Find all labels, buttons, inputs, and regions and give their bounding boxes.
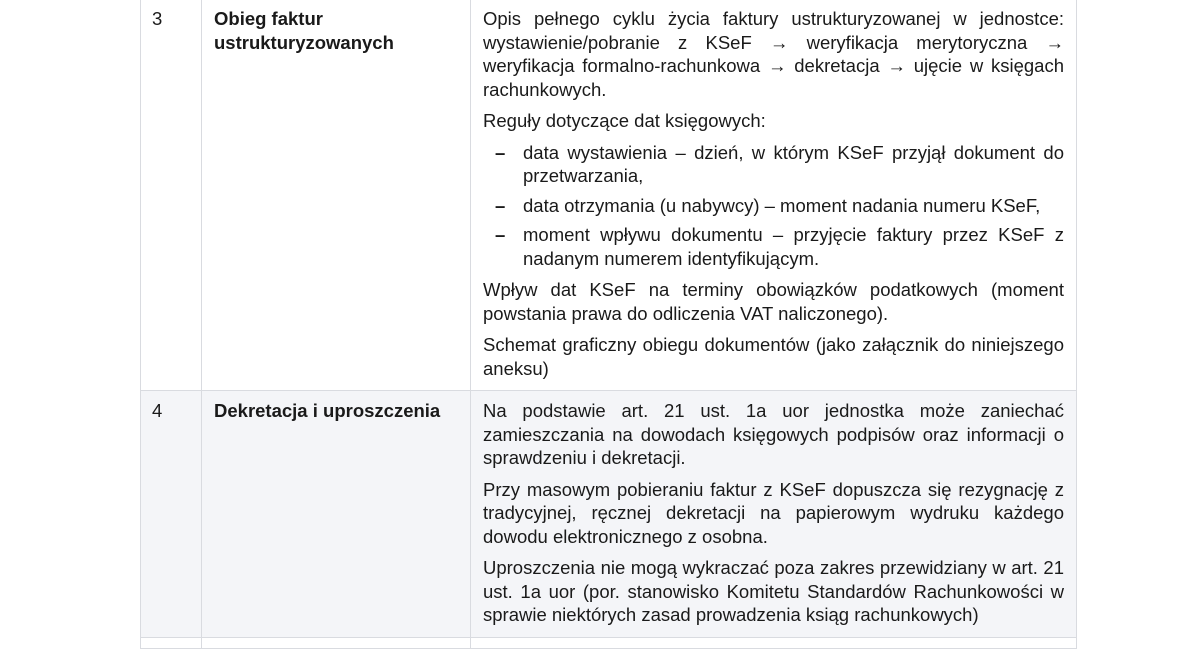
table-row (141, 391, 1077, 638)
row-title-cell (202, 637, 471, 648)
row-title-cell (202, 391, 471, 638)
list-item-text: data otrzymania (u nabywcy) – moment nadania numeru KSeF, (523, 194, 1041, 216)
row-number-cell (141, 0, 202, 391)
dash-bullet-icon: – (495, 194, 506, 216)
list-item (483, 141, 1064, 188)
tax-impact-paragraph: Wpływ dat KSeF na terminy obowiązków podatkowych (moment powstania prawa do odliczenia VAT naliczonego). (483, 279, 1064, 324)
row-title: Obieg faktur ustrukturyzowanych (214, 8, 394, 53)
table-row (141, 0, 1077, 391)
annex-table (140, 0, 1077, 649)
date-rules-list (483, 141, 1064, 271)
row-number: 3 (152, 8, 163, 29)
row-title: Dekretacja i uproszczenia (214, 400, 441, 421)
lifecycle-paragraph: Opis pełnego cyklu życia faktury ustrukturyzowanej w jednostce: wystawienie/pobranie z KSeF → weryfikacja merytoryczna → weryfikacja formalno-rachunkowa → dekretacja → ujęcie w księgach rachunkowych. (483, 8, 1064, 100)
row-number: 4 (152, 400, 163, 421)
table-row (141, 637, 1077, 648)
row-description (471, 0, 1076, 390)
paragraph: Na podstawie art. 21 ust. 1a uor jednostka może zaniechać zamieszczania na dowodach księgowych podpisów oraz informacji o sprawdzeniu i dekretacji. (483, 400, 1064, 468)
schema-paragraph: Schemat graficzny obiegu dokumentów (jako załącznik do niniejszego aneksu) (483, 334, 1064, 379)
row-description-cell (471, 637, 1077, 648)
row-description-cell (471, 391, 1077, 638)
paragraph: Uproszczenia nie mogą wykraczać poza zakres przewidziany w art. 21 ust. 1a uor (por. stanowisko Komitetu Standardów Rachunkowości w sprawie niektórych zasad prowadzenia ksiąg rachunkowych) (483, 557, 1064, 625)
list-item (483, 194, 1064, 218)
list-item-text: data wystawienia – dzień, w którym KSeF przyjął dokument do przetwarzania, (523, 141, 1064, 186)
row-number-cell (141, 637, 202, 648)
list-item (483, 223, 1064, 270)
row-title-cell (202, 0, 471, 391)
dash-bullet-icon: – (495, 141, 506, 163)
rules-heading: Reguły dotyczące dat księgowych: (483, 110, 766, 131)
dash-bullet-icon: – (495, 224, 506, 245)
row-number-cell (141, 391, 202, 638)
list-item-text: moment wpływu dokumentu – przyjęcie faktury przez KSeF z nadanym numerem identyfikującym. (523, 224, 1064, 269)
row-description (471, 391, 1076, 637)
row-description-cell (471, 0, 1077, 391)
paragraph: Przy masowym pobieraniu faktur z KSeF dopuszcza się rezygnację z tradycyjnej, ręcznej dekretacji na papierowym wydruku każdego dowodu elektronicznego z osobna. (483, 478, 1064, 547)
